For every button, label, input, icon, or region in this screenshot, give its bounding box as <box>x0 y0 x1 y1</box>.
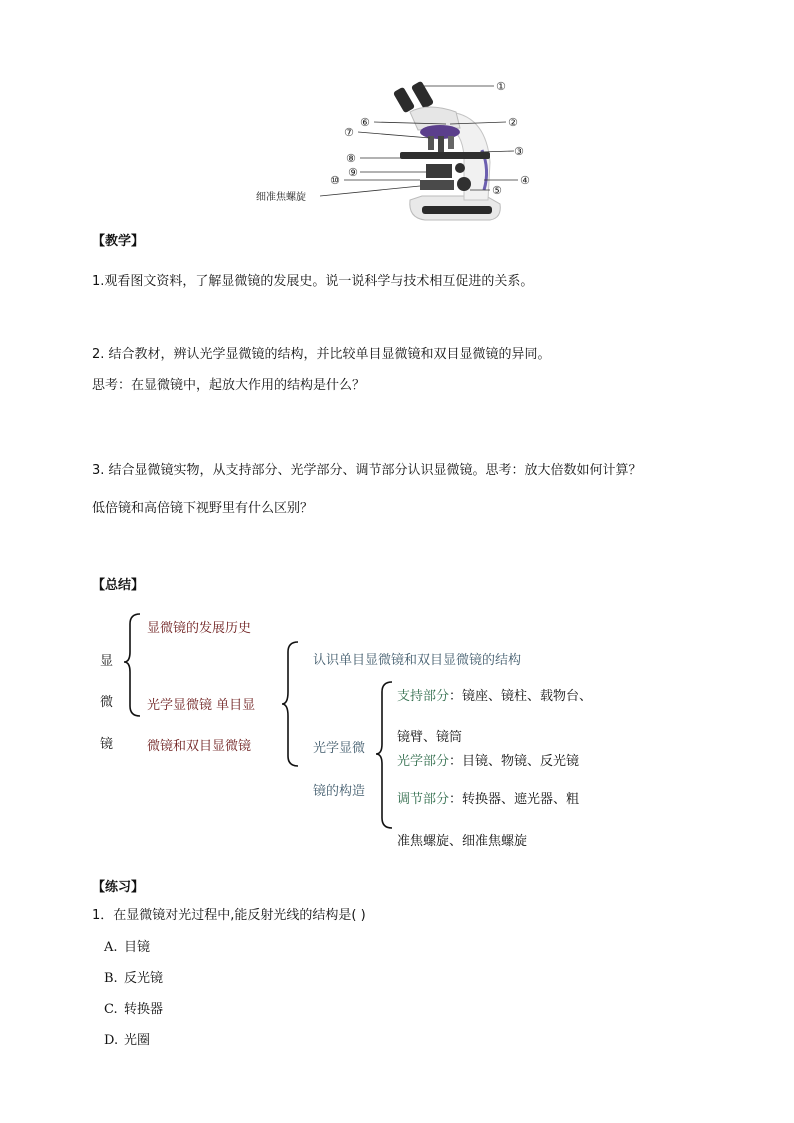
summary-heading: 【总结】 <box>92 578 145 593</box>
bracket-structure <box>376 682 392 828</box>
option-a[interactable] <box>104 939 150 957</box>
summary-optical-line1: 光学显微镜 单目显 <box>147 698 256 713</box>
figure-label-2: ② <box>508 116 518 129</box>
bracket-optical <box>282 642 298 766</box>
option-letter: B. <box>104 971 118 986</box>
summary-root-char-1: 显 <box>100 654 114 669</box>
teaching-item-1: 1.观看图文资料，了解显微镜的发展史。说一说科学与技术相互促进的关系。 <box>92 274 534 289</box>
figure-label-6: ⑥ <box>360 116 370 129</box>
summary-structure-line2: 镜的构造 <box>313 784 366 799</box>
bracket-root <box>124 614 140 716</box>
teaching-item-3-line1: 3. 结合显微镜实物，从支持部分、光学部分、调节部分认识显微镜。思考：放大倍数如何计算？ <box>92 463 642 478</box>
option-d[interactable] <box>104 1032 150 1050</box>
summary-structure-line1: 光学显微 <box>313 741 366 756</box>
option-letter: C. <box>104 1002 118 1017</box>
figure-label-9: ⑨ <box>348 166 358 179</box>
summary-recognize: 认识单目显微镜和双目显微镜的结构 <box>313 653 522 668</box>
teaching-item-3-line2: 低倍镜和高倍镜下视野里有什么区别？ <box>92 501 314 516</box>
figure-label-1: ① <box>496 80 506 93</box>
teaching-heading: 【教学】 <box>92 234 145 249</box>
figure-label-10: ⑩ <box>330 174 340 187</box>
summary-root-char-2: 微 <box>100 695 114 710</box>
figure-label-7: ⑦ <box>344 126 354 139</box>
teaching-item-2-think: 思考：在显微镜中，起放大作用的结构是什么？ <box>92 378 366 393</box>
support-text: ：镜座、镜柱、载物台、 <box>449 689 593 704</box>
option-c[interactable] <box>104 1001 163 1019</box>
fine-focus-label: 细准焦螺旋 <box>256 192 306 203</box>
option-letter: D. <box>104 1033 119 1048</box>
optics-label: 光学部分 <box>397 754 450 769</box>
support-label: 支持部分 <box>397 689 450 704</box>
option-text: 光圈 <box>124 1033 151 1048</box>
practice-heading: 【练习】 <box>92 880 145 895</box>
optics-text: ：目镜、物镜、反光镜 <box>449 754 580 769</box>
option-text: 转换器 <box>124 1002 164 1017</box>
figure-label-3: ③ <box>514 145 524 158</box>
figure-label-5: ⑤ <box>492 184 502 197</box>
summary-support <box>397 688 592 706</box>
figure-label-4: ④ <box>520 174 530 187</box>
practice-question-1: 1．在显微镜对光过程中,能反射光线的结构是( ) <box>92 908 366 923</box>
option-text: 目镜 <box>124 940 151 955</box>
summary-adjust <box>397 791 579 809</box>
summary-history: 显微镜的发展历史 <box>147 621 252 636</box>
adjust-text: ：转换器、遮光器、粗 <box>449 792 580 807</box>
option-letter: A. <box>104 940 118 955</box>
summary-optics <box>397 753 579 771</box>
option-text: 反光镜 <box>124 971 164 986</box>
adjust-label: 调节部分 <box>397 792 450 807</box>
summary-adjust-cont: 准焦螺旋、细准焦螺旋 <box>397 834 528 849</box>
figure-label-8: ⑧ <box>346 152 356 165</box>
summary-root-char-3: 镜 <box>100 737 114 752</box>
option-b[interactable] <box>104 970 163 988</box>
teaching-item-2: 2. 结合教材，辨认光学显微镜的结构，并比较单目显微镜和双目显微镜的异同。 <box>92 347 551 362</box>
summary-optical-line2: 微镜和双目显微镜 <box>147 739 252 754</box>
summary-support-cont: 镜臂、镜筒 <box>397 730 463 745</box>
